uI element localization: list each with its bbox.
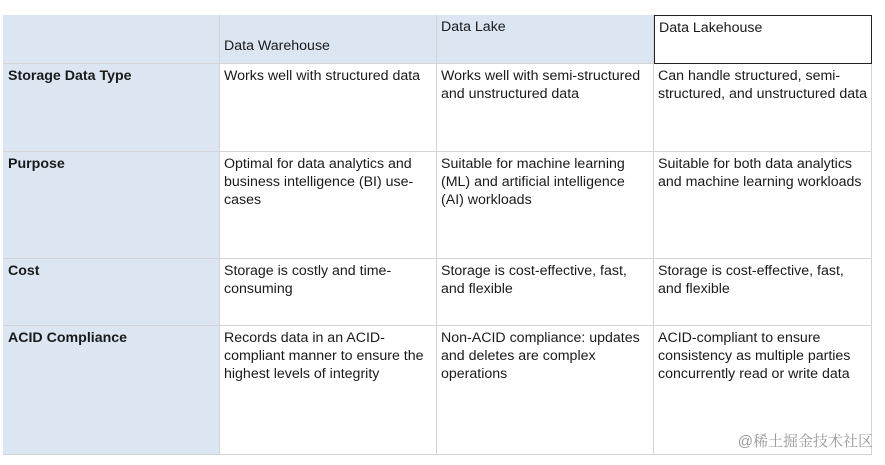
- comparison-table: [3, 15, 872, 455]
- row-label-storage-data-type: Storage Data Type: [3, 64, 220, 152]
- row-label-purpose: Purpose: [3, 152, 220, 259]
- row-label-cost: Cost: [3, 259, 220, 326]
- table-cell: Works well with semi-structured and unstructured data: [437, 64, 654, 152]
- column-header-data-warehouse: Data Warehouse: [220, 15, 437, 64]
- table-cell: Works well with structured data: [220, 64, 437, 152]
- table-cell: Can handle structured, semi-structured, and unstructured data: [654, 64, 872, 152]
- table-cell: Suitable for machine learning (ML) and artificial intelligence (AI) workloads: [437, 152, 654, 259]
- column-header-data-lake: Data Lake: [437, 15, 654, 64]
- table-cell: Storage is cost-effective, fast, and flexible: [437, 259, 654, 326]
- watermark: @稀土掘金技术社区: [737, 433, 873, 450]
- table-cell: Records data in an ACID-compliant manner to ensure the highest levels of integrity: [220, 326, 437, 455]
- table-cell: Optimal for data analytics and business intelligence (BI) use-cases: [220, 152, 437, 259]
- table-cell: Storage is costly and time-consuming: [220, 259, 437, 326]
- table-cell: Non-ACID compliance: updates and deletes are complex operations: [437, 326, 654, 455]
- column-header-data-lakehouse[interactable]: Data Lakehouse: [654, 15, 872, 64]
- row-label-acid-compliance: ACID Compliance: [3, 326, 220, 455]
- table-cell: Suitable for both data analytics and machine learning workloads: [654, 152, 872, 259]
- table-header-corner: [3, 15, 220, 64]
- table-cell: Storage is cost-effective, fast, and flexible: [654, 259, 872, 326]
- table-cell: ACID-compliant to ensure consistency as multiple parties concurrently read or write data: [654, 326, 872, 455]
